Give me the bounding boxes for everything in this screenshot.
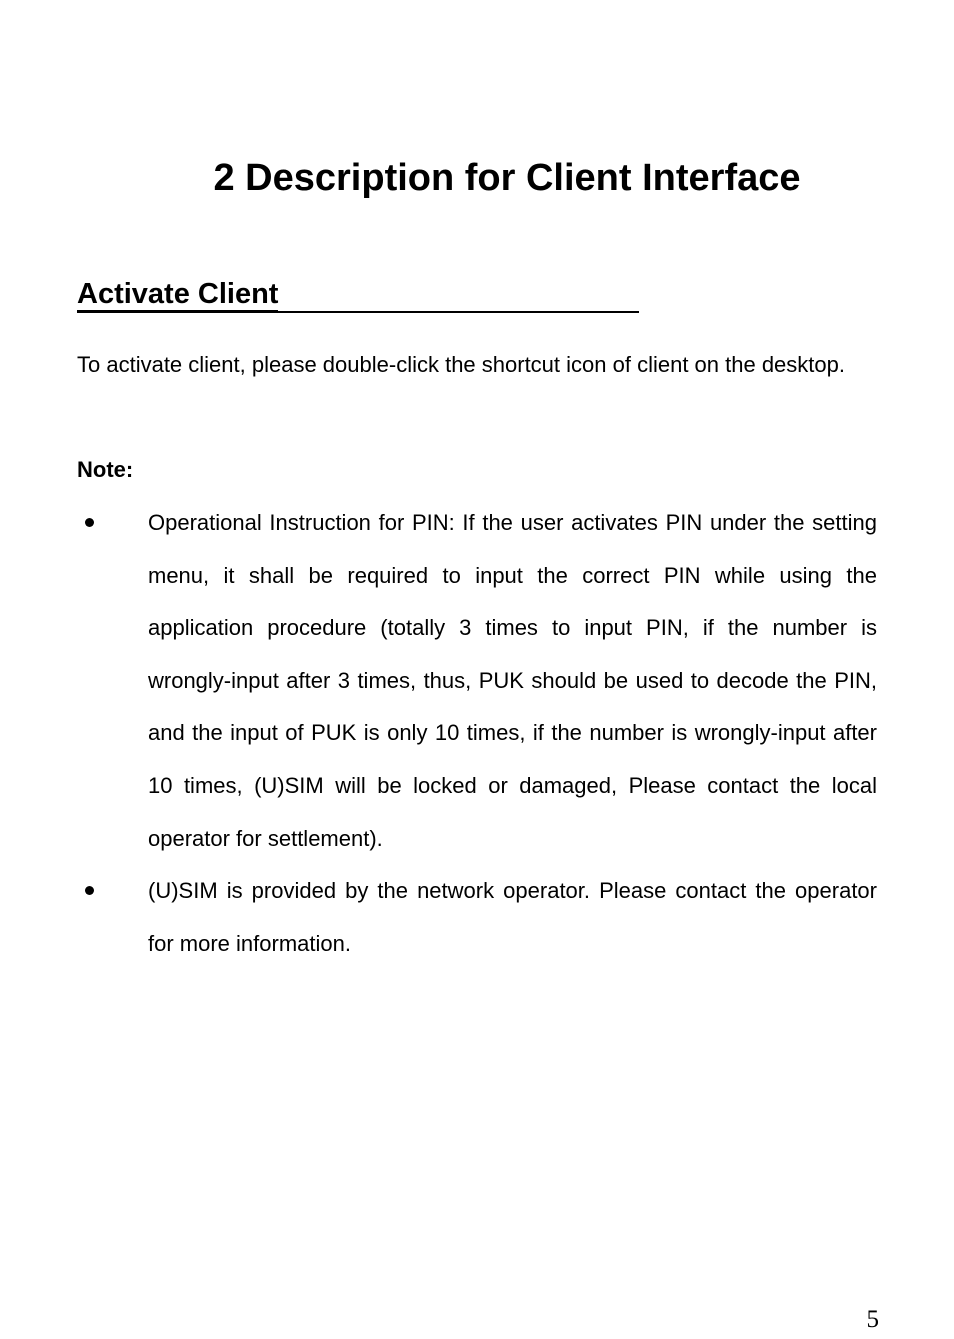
section-heading	[77, 276, 639, 313]
section-heading-text: Activate Client	[77, 278, 279, 310]
note-label: Note:	[77, 457, 134, 482]
list-item-text: (U)SIM is provided by the network operator. Please contact the operator for more information.	[148, 878, 877, 956]
note-bullet-list	[77, 497, 877, 970]
list-item	[77, 497, 877, 865]
page-number: 5	[866, 1306, 879, 1333]
list-item	[77, 865, 877, 970]
bullet-icon	[85, 518, 94, 527]
chapter-title: 2 Description for Client Interface	[213, 157, 801, 199]
list-item-text: Operational Instruction for PIN: If the user activates PIN under the setting menu, it shall be required to input the correct PIN while using the application procedure (totally 3 times to input PIN, if the number is wrongly-input after 3 times, thus, PUK should be used to decode the PIN, and the input of PUK is only 10 times, if the number is wrongly-input after 10 times, (U)SIM will be locked or damaged, Please contact the local operator for settlement).	[148, 510, 877, 851]
bullet-icon	[85, 886, 94, 895]
intro-paragraph: To activate client, please double-click the shortcut icon of client on the desktop.	[77, 352, 845, 377]
